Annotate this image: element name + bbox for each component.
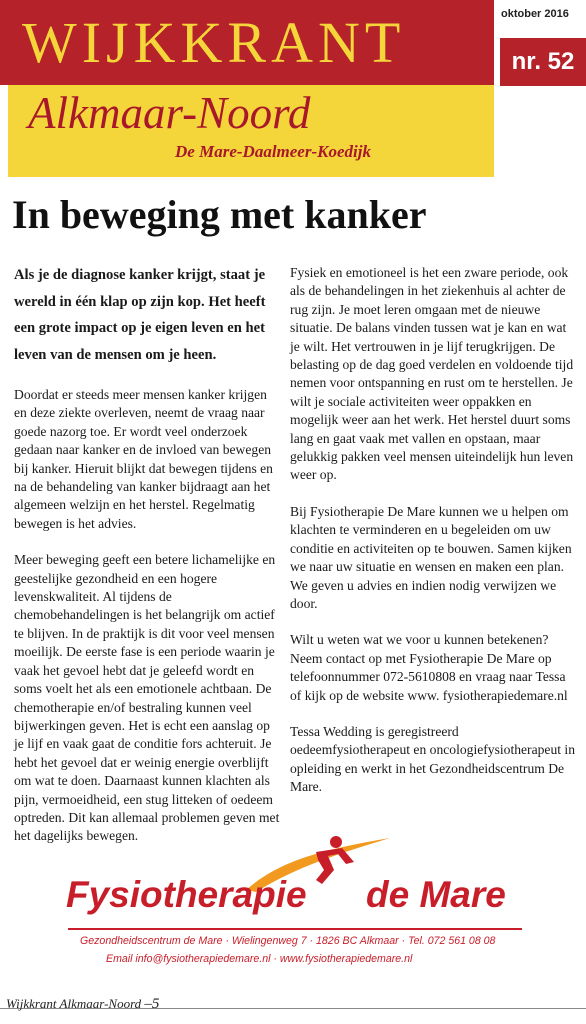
ad-logo [66, 874, 536, 924]
footer-publication: Wijkkrant Alkmaar-Noord [6, 996, 142, 1011]
ad-logo-word-2: de Mare [366, 874, 506, 915]
issue-date: oktober 2016 [501, 8, 569, 20]
article-paragraph: Doordat er steeds meer mensen kanker krijgen en deze ziekte overleven, neemt de vraag naar goede nazorg toe. Er wordt veel onderzoek gedaan naar kanker en de invloed van bewegen bij kanker. Hieruit blijkt dat bewegen tijdens en na de behandeling van kanker bijdraagt aan het algemeen welzijn en het herstel. Regelmatig bewegen is het advies. [14, 387, 273, 531]
article-paragraph: Bij Fysiotherapie De Mare kunnen we u helpen om klachten te verminderen en u begeleiden om uw conditie en activiteiten op te bouwen. Samen kijken we naar uw situatie en wensen en maken een plan. We geven u advies en indien nodig verwijzen we door. [290, 503, 572, 611]
article-paragraph: Fysiek en emotioneel is het een zware periode, ook als de behandelingen in het ziekenhuis al achter de rug zijn. Je moet leren omgaan met de nieuwe situatie. De balans vinden tussen wat je kan en wat je wilt. Het vertrouwen in je lijf terugkrijgen. De belasting op de dag goed verdelen en voldoende tijd nemen voor ontspanning en rust om te herstellen. Je wilt je sociale activiteiten weer oppakken en mogelijk weer aan het werk. Het herstel duurt soms lang en gaat vaak met vallen en opstaan, maar gelukkig pakken veel mensen uiteindelijk hun leven weer op. [290, 265, 574, 483]
ad-contact: Email info@fysiotherapiedemare.nl · www.fysiotherapiedemare.nl [106, 953, 413, 965]
masthead-tagline: De Mare-Daalmeer-Koedijk [175, 142, 371, 161]
fysiotherapie-ad [50, 832, 540, 976]
article-paragraph: Tessa Wedding is geregistreerd oedeemfysiotherapeut en oncologiefysiotherapeut in opleiding en werkt in het Gezondheidscentrum De Mare. [290, 723, 575, 795]
article-paragraph: Meer beweging geeft een betere lichamelijke en geestelijke gezondheid en een hogere levenskwaliteit. Al tijdens de chemobehandelingen is het belangrijk om actief te blijven. In de praktijk is dit voor veel mensen moeilijk. De eerste fase is een periode waarin je vaak het gevoel hebt dat je geleefd wordt en soms voelt het als een emotionele achtbaan. De chemotherapie en/of bestraling kunnen veel bijwerkingen geven. Het is echt een aanslag op je lijf en vaak gaat de conditie fors achteruit. Je hebt het gevoel dat er weinig energie overblijft om wat te doen. Daarnaast kunnen klachten als pijn, vermoeidheid, een stug litteken of oedeem optreden. Dit kan allemaal problemen geven met het dagelijks bewegen. [14, 552, 280, 844]
page-number: –5 [144, 996, 160, 1012]
article-column-left [14, 262, 282, 864]
ad-logo-word-1: Fysiotherapie [66, 874, 307, 915]
masthead-subtitle: Alkmaar-Noord [28, 88, 311, 138]
article-headline: In beweging met kanker [12, 192, 427, 237]
ad-address: Gezondheidscentrum de Mare · Wielingenweg 7 · 1826 BC Alkmaar · Tel. 072 561 08 08 [80, 935, 496, 947]
article-lead: Als je de diagnose kanker krijgt, staat je wereld in één klap op zijn kop. Het heeft een grote impact op je eigen leven en het leven van de mensen om je heen. [14, 267, 266, 363]
issue-number: nr. 52 [500, 38, 586, 86]
article-column-right [290, 264, 576, 815]
ad-divider [68, 928, 522, 930]
masthead-title: WIJKKRANT [22, 10, 406, 75]
page-footer [6, 996, 306, 1013]
article-paragraph: Wilt u weten wat we voor u kunnen betekenen? Neem contact op met Fysiotherapie De Mare op telefoonnummer 072-5610808 en vraag naar Tessa of kijk op de website www. fysiotherapiedemare.nl [290, 632, 568, 703]
